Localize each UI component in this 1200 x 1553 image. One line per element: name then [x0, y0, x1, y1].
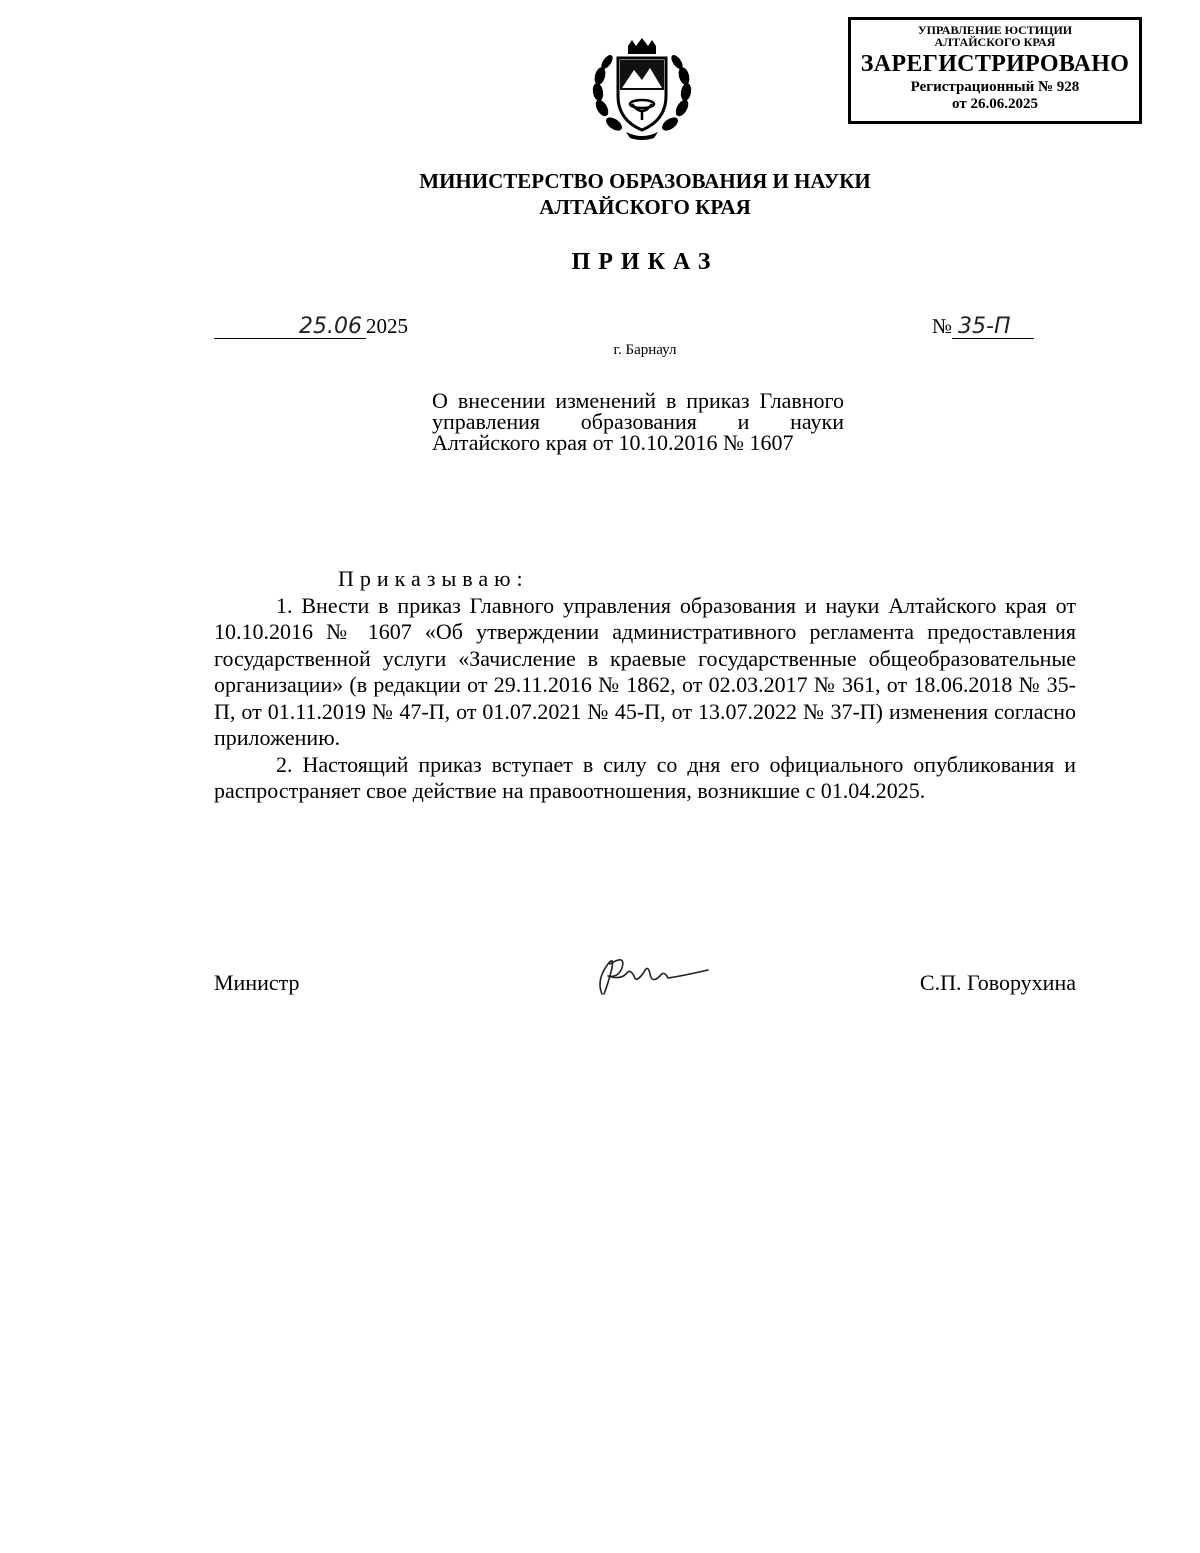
ministry-title — [300, 168, 990, 220]
document-type: ПРИКАЗ — [571, 249, 719, 275]
handwritten-date: 25.06 — [214, 316, 366, 339]
handwritten-number: 35-П — [952, 316, 1034, 339]
handwritten-signature-icon — [592, 950, 714, 1002]
stamp-reg-number: Регистрационный № 928 — [910, 79, 1080, 95]
signatory-name: С.П. Говорухина — [919, 970, 1076, 995]
document-body — [214, 566, 1076, 805]
coat-of-arms-icon — [590, 38, 694, 142]
stamp-status: ЗАРЕГИСТРИРОВАНО — [860, 51, 1130, 77]
registration-stamp — [848, 17, 1142, 124]
number-prefix: № — [932, 314, 953, 338]
order-word: Приказываю: — [338, 566, 529, 591]
body-paragraph-2: 2. Настоящий приказ вступает в силу со дня его официального опубликования и распространяет свое действие на правоотношения, возникшие с 01.04.2025. — [214, 751, 1076, 803]
document-year: 2025 — [366, 314, 408, 338]
ministry-title-line1: МИНИСТЕРСТВО ОБРАЗОВАНИЯ И НАУКИ — [419, 169, 871, 193]
document-city: г. Барнаул — [613, 342, 677, 358]
document-date — [214, 314, 408, 339]
stamp-authority-line1: УПРАВЛЕНИЕ ЮСТИЦИИ — [917, 23, 1073, 37]
ministry-title-line2: АЛТАЙСКОГО КРАЯ — [539, 195, 751, 219]
stamp-authority-line2: АЛТАЙСКОГО КРАЯ — [934, 35, 1056, 49]
document-subject: О внесении изменений в приказ Главного управления образования и науки Алтайского края от 10.10.2016 № 1607 — [432, 388, 844, 455]
document-number — [932, 314, 1034, 339]
stamp-reg-date: от 26.06.2025 — [952, 96, 1038, 112]
body-paragraph-1: 1. Внести в приказ Главного управления образования и науки Алтайского края от 10.10.2016 № 1607 «Об утверждении административного регламента предоставления государственной услуги «Зачисление в краевые государственные общеобразовательные организации» (в редакции от 29.11.2016 № 1862, от 02.03.2017 № 361, от 18.06.2018 № 35-П, от 01.11.2019 № 47-П, от 01.07.2021 № 45-П, от 13.07.2022 № 37-П) изменения согласно приложению. — [214, 592, 1076, 750]
signatory-position: Министр — [214, 970, 300, 995]
